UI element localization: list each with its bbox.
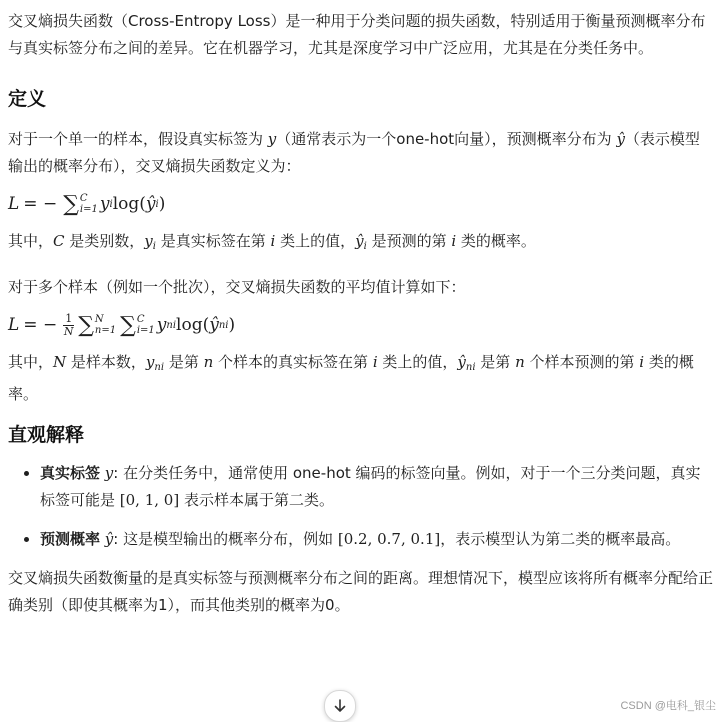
sum-top: C	[136, 314, 145, 325]
math-yhatni: ŷ	[457, 353, 466, 371]
text: ，表示模型认为第二类的概率最高。	[440, 530, 681, 548]
sum-symbol	[63, 192, 98, 217]
formula-single-sample	[8, 180, 714, 228]
intro-paragraph: 交叉熵损失函数（Cross-Entropy Loss）是一种用于分类问题的损失函数，特别适用于衡量预测概率分布与真实标签分布之间的差异。它在机器学习，尤其是深度学习中广泛应用，尤其是在分类任务中。	[8, 12, 706, 57]
math-yi-sub: i	[152, 241, 156, 252]
term-y: y	[99, 194, 110, 214]
math-yhatni-sub: ni	[465, 362, 476, 373]
definition-heading: 定义	[8, 88, 47, 110]
formula-lhs: L	[8, 315, 20, 335]
list-item	[40, 526, 714, 553]
term-yhat-sub: ni	[218, 319, 229, 331]
intuition-heading: 直观解释	[8, 424, 85, 446]
term-y: y	[156, 315, 167, 335]
sum-limits	[137, 314, 155, 336]
math-i: i	[639, 353, 645, 371]
math-yhati: ŷ	[355, 232, 364, 250]
watermark: CSDN @电科_银尘	[620, 700, 716, 712]
math-yi: y	[144, 232, 153, 250]
frac-den: N	[63, 324, 74, 338]
sum-bottom: i=1	[136, 325, 155, 336]
arrow-down-icon	[333, 699, 347, 713]
intuition-list	[8, 460, 714, 553]
bullet-title: 预测概率	[40, 530, 101, 548]
text: 类的概率。	[8, 353, 694, 403]
text: （通常表示为一个one-hot向量），预测概率分布为	[276, 130, 617, 148]
sum-bottom: n=1	[94, 325, 117, 336]
text: 其中，	[8, 353, 54, 371]
text: 类上的值，	[275, 232, 356, 250]
text: （表示模型输出的概率分布），交叉熵损失函数定义为：	[8, 130, 700, 175]
log: log(	[112, 194, 146, 214]
scroll-down-button[interactable]	[324, 690, 356, 722]
text: 是样本数，	[66, 353, 146, 371]
text: 表示样本属于第二类。	[179, 491, 334, 509]
summary-paragraph: 交叉熵损失函数衡量的是真实标签与预测概率分布之间的距离。理想情况下，模型应该将所有概率分配给正确类别（即使其概率为1），而其他类别的概率为0。	[8, 569, 714, 614]
math-yhati-sub: i	[363, 241, 367, 252]
term-yhat: ŷ	[209, 315, 219, 335]
text: : 在分类任务中，通常使用 one-hot 编码的标签向量。例如，对于一个三分类问题，真实标签可能是	[40, 464, 701, 509]
sum-limits	[95, 314, 116, 336]
formula-lhs: L	[8, 194, 20, 214]
math-yhat: ŷ	[104, 530, 114, 548]
math-i: i	[372, 353, 378, 371]
article-body	[8, 8, 714, 619]
term-yhat: ŷ	[145, 194, 156, 214]
sigma-icon: ∑	[63, 191, 79, 217]
sum-symbol	[120, 313, 155, 338]
sum-limits	[80, 193, 98, 215]
text: 类的概率。	[456, 232, 536, 250]
text: : 这是模型输出的概率分布，例如	[113, 530, 338, 548]
sum-symbol	[78, 313, 116, 338]
definition-paragraph-2	[8, 228, 714, 260]
fraction	[63, 313, 74, 338]
definition-paragraph-1	[8, 126, 714, 180]
math-yni-sub: ni	[154, 362, 165, 373]
formula-eq: = −	[23, 315, 58, 335]
formula-batch	[8, 301, 714, 349]
sum-top: N	[94, 314, 104, 325]
math-y: y	[267, 130, 277, 148]
text: 是预测的第	[366, 232, 452, 250]
math-yni: y	[145, 353, 155, 371]
text: 其中，	[8, 232, 54, 250]
math-N: N	[53, 353, 67, 371]
bullet-title: 真实标签	[40, 464, 101, 482]
text: 对于一个单一的样本，假设真实标签为	[8, 130, 268, 148]
term-y-sub: i	[109, 198, 113, 210]
list-item	[40, 460, 714, 514]
term-y-sub: ni	[166, 319, 177, 331]
text: 个样本的真实标签在第	[213, 353, 373, 371]
math-vector: [0, 1, 0]	[119, 491, 180, 509]
text: 个样本预测的第	[524, 353, 640, 371]
text: 是第	[475, 353, 516, 371]
sum-bottom: i=1	[79, 204, 98, 215]
text: 是第	[164, 353, 204, 371]
math-y: y	[104, 464, 114, 482]
math-C: C	[53, 232, 65, 250]
math-yhat: ŷ	[616, 130, 625, 148]
sigma-icon: ∑	[120, 312, 136, 338]
math-i: i	[270, 232, 276, 250]
frac-num: 1	[65, 311, 73, 325]
math-vector: [0.2, 0.7, 0.1]	[337, 530, 441, 548]
math-n: n	[515, 353, 525, 371]
term-yhat-sub: i	[155, 198, 159, 210]
definition-paragraph-4	[8, 349, 714, 408]
close-paren: )	[158, 194, 166, 214]
close-paren: )	[228, 315, 236, 335]
sum-top: C	[79, 193, 88, 204]
text: 是真实标签在第	[155, 232, 271, 250]
formula-eq: = −	[23, 194, 58, 214]
sigma-icon: ∑	[78, 312, 94, 338]
math-n: n	[203, 353, 214, 371]
log: log(	[176, 315, 210, 335]
text: 是类别数，	[64, 232, 145, 250]
math-i: i	[451, 232, 457, 250]
text: 类上的值，	[377, 353, 458, 371]
definition-paragraph-3: 对于多个样本（例如一个批次），交叉熵损失函数的平均值计算如下：	[8, 278, 466, 296]
